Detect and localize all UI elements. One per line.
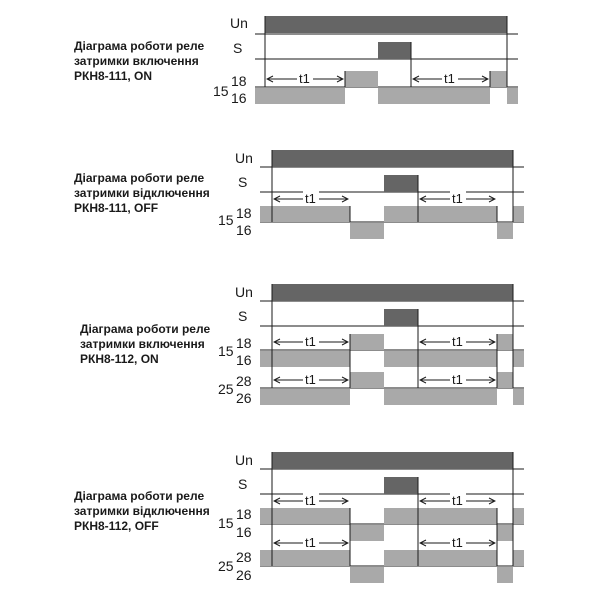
s-pulse (384, 477, 418, 494)
contact-nc-label: 16 (231, 90, 247, 106)
t1-label: t1 (305, 493, 316, 508)
title-line: затримки включення (80, 337, 205, 351)
contact-no-label: 18 (231, 73, 247, 89)
contact-18-pulse (350, 334, 384, 350)
contact-common-label: 25 (218, 558, 234, 574)
un-label: Un (235, 150, 253, 166)
title-line: затримки відключення (74, 504, 210, 518)
contact-no-label: 18 (236, 335, 252, 351)
contact-16-pulse (350, 223, 384, 239)
contact-nc-label: 26 (236, 567, 252, 583)
t1-label: t1 (444, 71, 455, 86)
diagram-title (74, 489, 210, 533)
t1-label: t1 (452, 535, 463, 550)
contact-28-pulse (260, 550, 350, 566)
contact-26-pulse (350, 567, 384, 583)
contact-16-pulse (378, 88, 490, 104)
t1-label: t1 (305, 191, 316, 206)
contact-no-label: 18 (236, 205, 252, 221)
s-label: S (238, 174, 248, 190)
contact-nc-label: 26 (236, 390, 252, 406)
contact-18-pulse (384, 206, 497, 222)
contact-26-pulse (513, 389, 524, 405)
title-line: РКН8-111, ON (74, 69, 153, 83)
diagram-rkn8-112-off (74, 452, 524, 583)
title-line: РКН8-112, ON (80, 352, 159, 366)
title-line: РКН8-111, OFF (74, 201, 159, 215)
contact-28-pulse (497, 372, 513, 388)
t1-label: t1 (305, 535, 316, 550)
contact-18-pulse (260, 508, 350, 524)
contact-nc-label: 16 (236, 222, 252, 238)
diagram-rkn8-111-off (74, 150, 524, 239)
t1-label: t1 (305, 334, 316, 349)
contact-common-label: 15 (213, 83, 229, 99)
un-label: Un (230, 15, 248, 31)
un-pulse (272, 452, 513, 469)
s-label: S (238, 476, 248, 492)
t1-label: t1 (452, 493, 463, 508)
contact-no-label: 18 (236, 506, 252, 522)
contact-18-pulse (497, 334, 513, 350)
contact-common-label: 25 (218, 381, 234, 397)
title-line: РКН8-112, OFF (74, 519, 159, 533)
s-label: S (233, 40, 243, 56)
contact-28-pulse (350, 372, 384, 388)
contact-26-pulse (384, 389, 497, 405)
un-pulse (272, 150, 513, 167)
t1-label: t1 (452, 372, 463, 387)
contact-16-pulse (497, 525, 513, 541)
contact-nc-label: 16 (236, 524, 252, 540)
diagram-rkn8-111-on (74, 15, 518, 106)
diagram-title (80, 322, 210, 366)
un-pulse (265, 16, 507, 33)
title-line: затримки включення (74, 54, 199, 68)
contact-28-pulse (384, 550, 497, 566)
un-pulse (272, 284, 513, 301)
contact-common-label: 15 (218, 515, 234, 531)
contact-18-pulse (384, 508, 497, 524)
contact-16-pulse (513, 351, 524, 367)
contact-16-pulse (260, 351, 350, 367)
contact-18-pulse (513, 508, 524, 524)
title-line: Діаграма роботи реле (74, 489, 205, 503)
contact-16-pulse (507, 88, 518, 104)
s-label: S (238, 308, 248, 324)
contact-28-pulse (513, 550, 524, 566)
s-pulse (378, 42, 411, 59)
t1-label: t1 (452, 191, 463, 206)
contact-16-pulse (255, 88, 345, 104)
contact-16-pulse (497, 223, 513, 239)
contact-common-label: 15 (218, 212, 234, 228)
title-line: Діаграма роботи реле (74, 171, 205, 185)
s-pulse (384, 175, 418, 192)
contact-18-pulse (490, 71, 507, 87)
diagram-title (74, 171, 210, 215)
contact-no-label: 28 (236, 549, 252, 565)
title-line: затримки відключення (74, 186, 210, 200)
s-pulse (384, 309, 418, 326)
t1-label: t1 (452, 334, 463, 349)
contact-16-pulse (350, 525, 384, 541)
contact-18-pulse (345, 71, 378, 87)
title-line: Діаграма роботи реле (74, 39, 205, 53)
contact-26-pulse (497, 567, 513, 583)
diagram-title (74, 39, 204, 83)
t1-label: t1 (299, 71, 310, 86)
un-label: Un (235, 284, 253, 300)
contact-26-pulse (260, 389, 350, 405)
un-label: Un (235, 452, 253, 468)
contact-18-pulse (513, 206, 524, 222)
diagram-rkn8-112-on (80, 284, 524, 406)
contact-16-pulse (384, 351, 497, 367)
contact-no-label: 28 (236, 373, 252, 389)
contact-nc-label: 16 (236, 352, 252, 368)
contact-18-pulse (260, 206, 350, 222)
contact-common-label: 15 (218, 343, 234, 359)
title-line: Діаграма роботи реле (80, 322, 211, 336)
t1-label: t1 (305, 372, 316, 387)
